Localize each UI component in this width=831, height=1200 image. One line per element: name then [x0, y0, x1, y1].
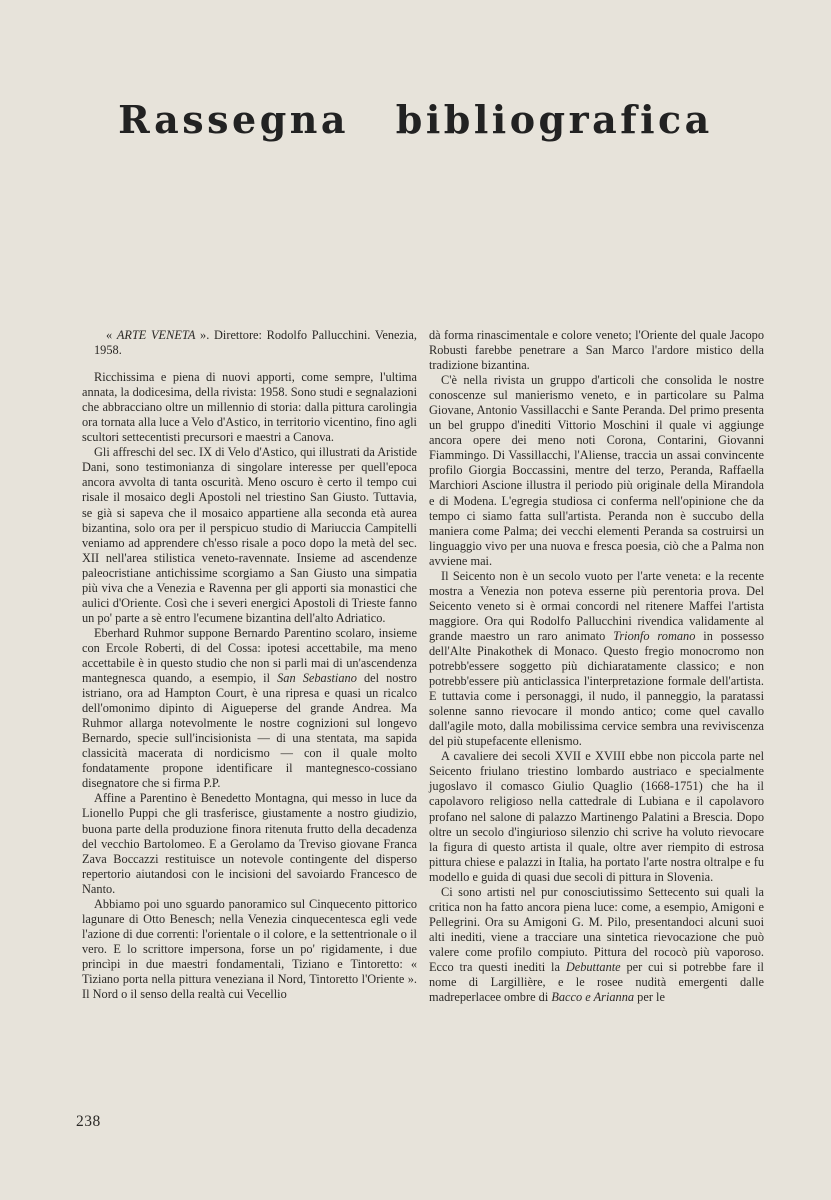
- citation-details: ». Direttore: Rodolfo Pallucchini. Venezia, 1958.: [94, 328, 417, 358]
- citation-open-quote: «: [106, 328, 117, 342]
- ruhmor-text-1: Eberhard Ruhmor suppone Bernardo Parentino scolaro, insieme con Ercole Roberti, di del Cossa: ipotesi accettabile, ma meno accettabile è in questo studio che non si parli mai di un'ascendenza mantegnesca quando, a esempio, il: [82, 625, 417, 686]
- paragraph-montagna: Affine a Parentino è Benedetto Montagna, qui messo in luce da Lionello Puppi che gli trasferisce, giustamente a nostro giudizio, buona parte della produzione finora ritenuta frutto della decadenza del vecchio Bartolomeo. E a Gerolamo da Treviso giovane Franca Zava Boccazzi restituisce un notevole contingente del disperso repertorio aiutandosi con le incisioni del savoiardo Francesco de Nanto.: [82, 791, 417, 896]
- paragraph-ruhmor: [82, 626, 417, 792]
- settecento-italic-2: Bacco e Arianna: [551, 990, 635, 1005]
- page-number: 238: [76, 1113, 101, 1130]
- paragraph-benesch: Abbiamo poi uno sguardo panoramico sul Cinquecento pittorico lagunare di Otto Benesch; nella Venezia cinquecentesca egli vede l'azione di due correnti: l'orientale o il colore, e la settentrionale o il vero. E lo scrittore impersona, forse un po' rigidamente, i due princìpi in due maestri fondamentali, Tiziano e Tintoretto: « Tiziano porta nella pittura veneziana il Nord, Tintoretto l'Oriente ». Il Nord o il senso della realtà cui Vecellio: [82, 896, 417, 1002]
- paragraph-settecento: [429, 885, 764, 1005]
- left-column: [82, 328, 417, 1002]
- page-title: Rassegna bibliografica: [118, 97, 713, 143]
- right-column: [429, 328, 764, 1005]
- settecento-text-3: per le: [634, 990, 665, 1005]
- ruhmor-italic-title: San Sebastiano: [277, 671, 357, 686]
- settecento-text-2: per cui si potrebbe fare il nome di Largillière, e le rosee nudità emergenti dalle madreperlacee ombre di: [429, 959, 764, 1005]
- settecento-text-1: Ci sono artisti nel pur conosciutissimo Settecento sui quali la critica non ha fatto ancora piena luce: come, a esempio, Amigoni e Pellegrini. Ora su Amigoni G. M. Pilo, presentandoci alcuni suoi alti inediti, viene a tracciare una sintetica rievocazione che può valere come profilo compiuto. Pittura del rococò più vaporoso. Ecco tra questi inediti la: [429, 884, 764, 974]
- paragraph-quaglio: A cavaliere dei secoli XVII e XVIII ebbe non piccola parte nel Seicento friulano triestino lombardo austriaco e specialmente jugoslavo il comasco Giulio Quaglio (1668-1751) che ha il capolavoro religioso nella cattedrale di Lubiana e il capolavoro profano nel salone di palazzo Martinengo Palatini a Brescia. Dopo oltre un secolo d'ingiurioso silenzio chi scrive ha voluto rievocare la figura di questo artista il quale, oltre aver riempito di estrosa pittura chiese e palazzi in Italia, ha portato l'arte nostra oltralpe e fu modello e guida di quasi due secoli di pittura in Slovenia.: [429, 749, 764, 884]
- settecento-italic-1: Debuttante: [565, 959, 621, 974]
- bibliographic-citation: [82, 328, 417, 358]
- paragraph-velo-dastico: Gli affreschi del sec. IX di Velo d'Astico, qui illustrati da Aristide Dani, sono testimonianza di singolare interesse per quell'epoca ancora avvolta di tanta oscurità. Meno oscuro è certo il tempo cui risale il mosaico degli Apostoli nel triestino San Giusto. Tuttavia, se già si sapeva che il mosaico appartiene alla seconda età aurea bizantina, solo ora per il perspicuo studio di Mariuccia Campitelli veniamo ad apprendere ch'esso risale a poco dopo la metà del sec. XII nell'area stilistica veneto-ravennate. Insieme ad ascendenze paleocristiane antichissime scorgiamo a San Giusto una simpatia più viva che a Venezia e Ravenna per gli apporti sia monastici che aulici d'Oriente. Così che i severi energici Apostoli di Trieste fanno un po' parte a sè entro l'ecumene bizantina dell'alto Adriatico.: [82, 445, 417, 625]
- ruhmor-text-2: del nostro istriano, ora ad Hampton Court, è una ripresa e quasi un ricalco dell'omonimo dipinto di Aigueperse del grande Andrea. Ma Ruhmor allarga notevolmente le nostre cognizioni sul longevo Bernardo, specie sull'incisionista — di una stentata, ma sapida classicità macerata di nordicismo — con il quale molto fondatamente propone identificare il mantegnesco-cossiano disegnatore che si firma P.P.: [82, 671, 417, 791]
- paragraph-intro: Ricchissima e piena di nuovi apporti, come sempre, l'ultima annata, la dodicesima, della rivista: 1958. Sono studi e segnalazioni che abbracciano oltre un millennio di storia: dalla pittura carolingia ora tornata alla luce a Velo d'Astico, in territorio vicentino, fino agli scultori settecentisti precursori e maestri a Canova.: [82, 370, 417, 445]
- seicento-text-2: in possesso dell'Alte Pinakothek di Monaco. Questo fregio monocromo non potrebb'essere soggetto più dichiaratamente classico; e non potrebb'essere più anticlassica l'interpretazione formale dell'artista. E tuttavia come i personaggi, il nudo, il panneggio, la paratassi solenne sanno rievocare il mondo antico; come quel cavallo dall'agile moto, dalla mobilissima cervice sembra una reviviscenza del più stupefacente ellenismo.: [429, 628, 764, 749]
- paragraph-continuation: dà forma rinascimentale e colore veneto; l'Oriente del quale Jacopo Robusti farebbe penetrare a San Marco l'ardore mistico della tradizione bizantina.: [429, 328, 764, 373]
- seicento-italic-title: Trionfo romano: [613, 628, 696, 643]
- paragraph-manierismo: C'è nella rivista un gruppo d'articoli che consolida le nostre conoscenze sul manierismo veneto, e in particolare su Palma Giovane, Antonio Vassillacchi e Sante Peranda. Del primo presenta un bel gruppo d'inediti Vittorio Moschini il quale vi aggiunge ancora opere dei meno noti Corona, Contarini, Giovanni Fiammingo. Di Vassillacchi, l'Aliense, traccia un assai convincente profilo Giorgia Boccassini, mentre del terzo, Peranda, Raffaella Marchiori Ascione illustra il periodo più originale della Mirandola e di Modena. L'egregia studiosa ci conferma nell'opinione che da tempo ci siamo fatta sull'artista. Peranda non è succubo della maniera come Palma; dei vecchi elementi Peranda sa costruirsi un linguaggio vivo per una nuova e fresca poesia, ciò che a Palma non avviene mai.: [429, 373, 764, 568]
- seicento-text-1: Il Seicento non è un secolo vuoto per l'arte veneta: e la recente mostra a Venezia non poteva esserne più perentoria prova. Del Seicento veneto si è ormai concordi nel ritenere Maffei l'artista maggiore. Ora qui Rodolfo Pallucchini rivendica validamente al grande maestro un raro animato: [429, 568, 764, 643]
- journal-title: ARTE VENETA: [116, 328, 196, 342]
- paragraph-seicento: [429, 569, 764, 750]
